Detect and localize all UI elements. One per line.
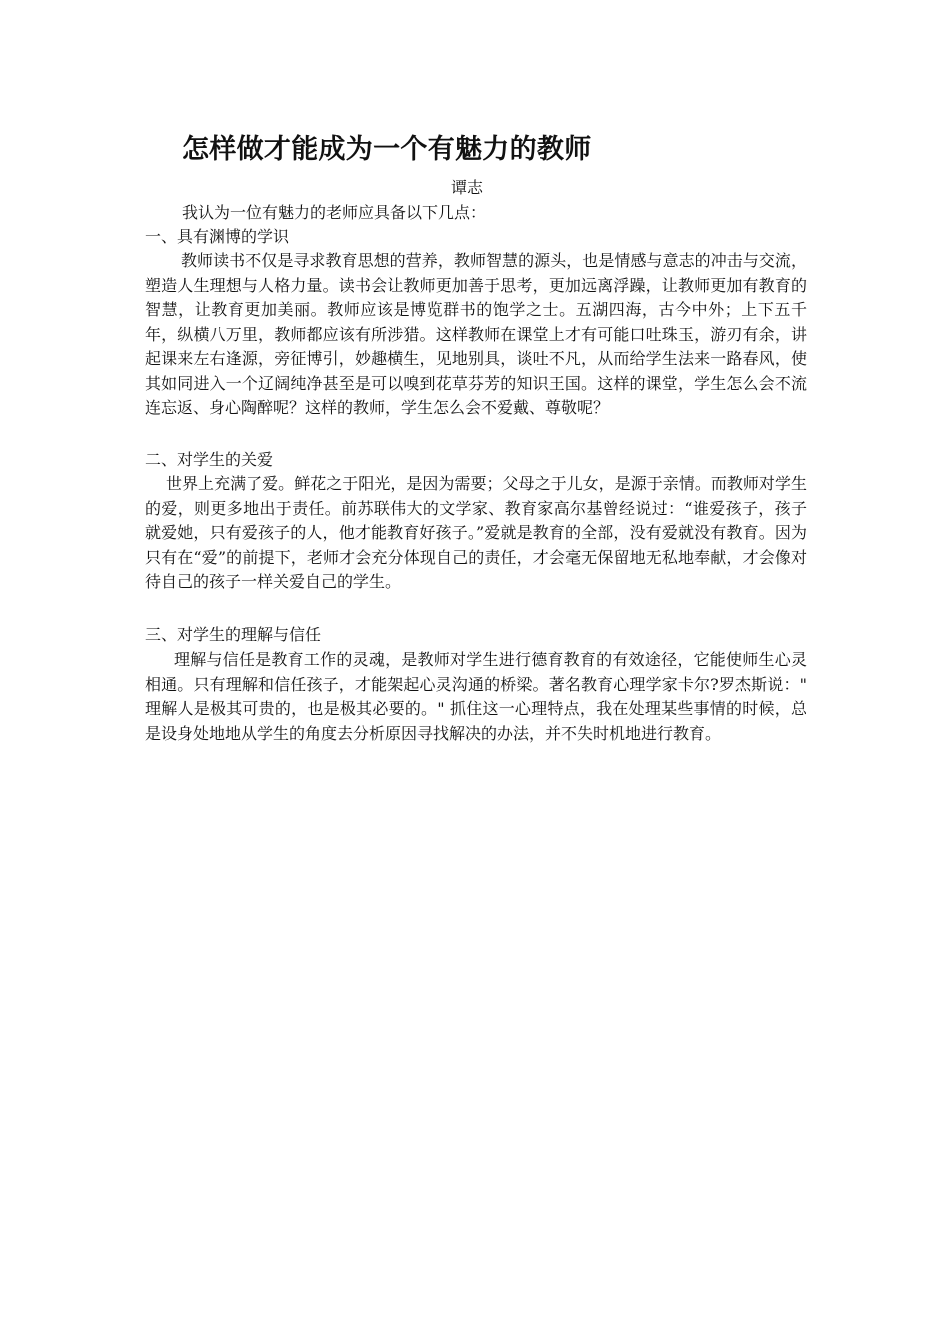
author-name: 谭志 — [451, 178, 484, 197]
section-heading-trust: 三、对学生的理解与信任 — [145, 625, 322, 644]
section-heading-care: 二、对学生的关爱 — [145, 450, 274, 469]
section-heading-knowledge: 一、具有渊博的学识 — [145, 227, 290, 246]
intro-text: 我认为一位有魅力的老师应具备以下几点： — [182, 203, 487, 222]
section-body-trust: 理解与信任是教育工作的灵魂，是教师对学生进行德育教育的有效途径，它能使师生心灵相通。只有理解和信任孩子，才能架起心灵沟通的桥梁。著名教育心理学家卡尔?罗杰斯说：" 理解人是极其可贵的，也是极其必要的。" 抓住这一心理特点，我在处理某些事情的时候，总是设身处地地从学生的角度去分析原因寻找解决的办法，并不失时机地进行教育。 — [145, 650, 807, 743]
section-body-care: 世界上充满了爱。鲜花之于阳光，是因为需要；父母之于儿女，是源于亲情。而教师对学生的爱，则更多地出于责任。前苏联伟大的文学家、教育家高尔基曾经说过：“谁爱孩子，孩子就爱她，只有爱孩子的人，他才能教育好孩子。”爱就是教育的全部，没有爱就没有教育。因为只有在“爱”的前提下，老师才会充分体现自己的责任，才会毫无保留地无私地奉献，才会像对待自己的孩子一样关爱自己的学生。 — [145, 474, 807, 591]
document-title: 怎样做才能成为一个有魅力的教师 — [182, 134, 592, 165]
section-body-knowledge: 教师读书不仅是寻求教育思想的营养，教师智慧的源头，也是情感与意志的冲击与交流，塑造人生理想与人格力量。读书会让教师更加善于思考，更加远离浮躁，让教师更加有教育的智慧，让教育更加美丽。教师应该是博览群书的饱学之士。五湖四海，古今中外；上下五千年，纵横八万里，教师都应该有所涉猎。这样教师在课堂上才有可能口吐珠玉，游刃有余，讲起课来左右逢源，旁征博引，妙趣横生，见地别具，谈吐不凡，从而给学生法来一路春风，使其如同进入一个辽阔纯净甚至是可以嗅到花草芬芳的知识王国。这样的课堂，学生怎么会不流连忘返、身心陶醉呢？这样的教师，学生怎么会不爱戴、尊敬呢？ — [145, 251, 807, 417]
